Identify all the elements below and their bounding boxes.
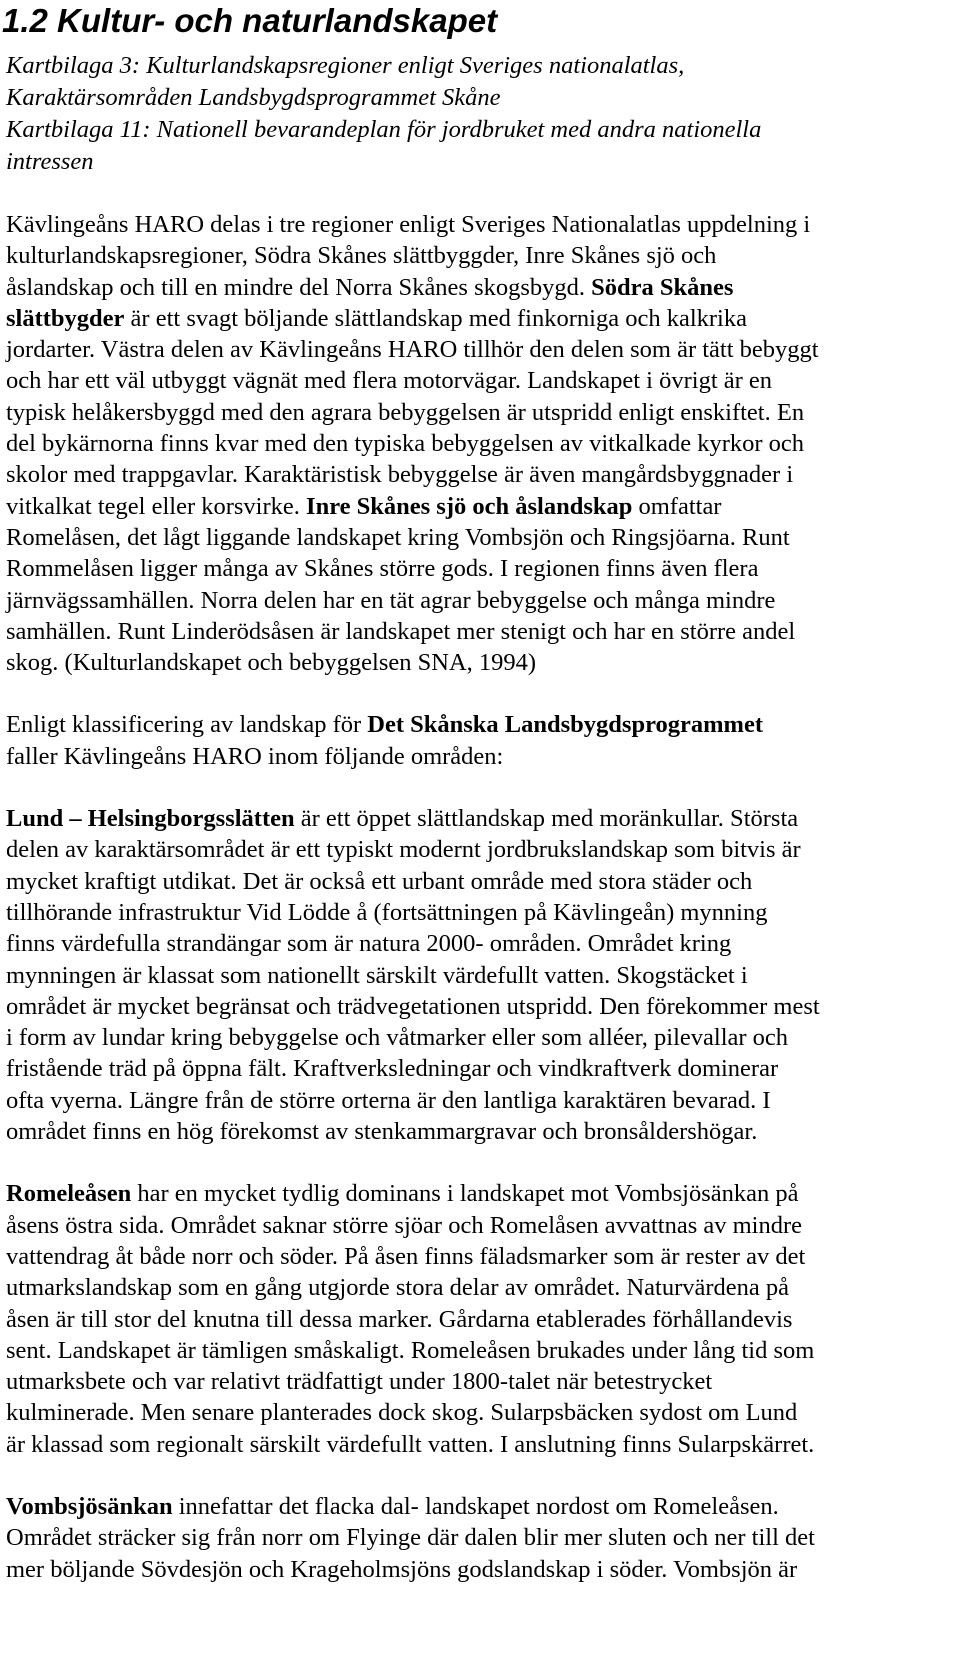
text-line: ofta vyerna. Längre från de större orterna är den lantliga karaktären bevarad. I <box>6 1086 771 1114</box>
text-line: typisk helåkersbyggd med den agrara bebyggelsen är utspridd enligt enskiftet. En <box>6 398 805 426</box>
paragraph-lund-helsingborg <box>0 803 960 1147</box>
text-segment: har en mycket tydlig dominans i landskapet mot Vombsjösänkan på <box>131 1180 799 1208</box>
paragraph-regions <box>0 209 960 678</box>
text-segment: är ett öppet slättlandskap med moränkullar. Största <box>294 805 799 833</box>
text-line <box>6 1491 960 1522</box>
text-segment: är <box>124 304 150 332</box>
text-line: fristående träd på öppna fält. Kraftverksledningar och vindkraftverk dominerar <box>6 1055 779 1083</box>
text-line: samhällen. Runt Linderödsåsen är landskapet mer stenigt och har en större andel <box>6 617 796 645</box>
text-line: del bykärnorna finns kvar med den typiska bebyggelsen av vitkalkade kyrkor och <box>6 430 805 458</box>
text-line: Området sträcker sig från norr om Flyinge där dalen blir mer sluten och ner till det <box>6 1524 815 1552</box>
bold-term: Lund – Helsingborgsslätten <box>6 805 295 833</box>
bold-term: Romeleåsen <box>6 1180 132 1208</box>
reference-line: Kartbilaga 3: Kulturlandskapsregioner enligt Sveriges nationalatlas, <box>6 52 685 79</box>
text-line <box>6 709 960 740</box>
section-heading: 1.2 Kultur- och naturlandskapet <box>2 2 498 39</box>
text-line <box>6 272 960 303</box>
paragraph-romeleasen <box>0 1178 960 1460</box>
text-segment: Enligt klassificering av landskap för <box>6 711 368 739</box>
text-line: i form av lundar kring bebyggelse och våtmarker eller som alléer, pilevallar och <box>6 1024 789 1052</box>
text-line: delen av karaktärsområdet är ett typiskt modernt jordbrukslandskap som bitvis är <box>6 836 801 864</box>
text-line: mycket kraftigt utdikat. Det är också ett urbant område med stora städer och <box>6 867 753 895</box>
text-line: sent. Landskapet är tämligen småskaligt. Romeleåsen brukades under lång tid som <box>6 1336 815 1364</box>
text-line: åsen är till stor del knutna till dessa marker. Gårdarna etablerades förhållandevis <box>6 1305 793 1333</box>
text-line: skolor med trappgavlar. Karaktäristisk bebyggelse är även mangårdsbyggnader i <box>6 461 794 489</box>
text-line: området finns en hög förekomst av stenkammargravar och bronsåldershögar. <box>6 1118 758 1146</box>
text-line <box>6 303 960 334</box>
bold-term: Södra Skånes <box>591 273 734 301</box>
paragraph-vombsjosankan <box>0 1491 960 1585</box>
text-line: mer böljande Sövdesjön och Krageholmsjöns godslandskap i söder. Vombsjön är <box>6 1555 798 1583</box>
paragraph-programme <box>0 709 960 772</box>
text-line: kulturlandskapsregioner, Södra Skånes slättbyggder, Inre Skånes sjö och <box>6 242 717 270</box>
text-line: vattendrag åt både norr och söder. På åsen finns fäladsmarker som är rester av det <box>6 1242 806 1270</box>
text-line: kulminerade. Men senare planterades dock skog. Sularpsbäcken sydost om Lund <box>6 1399 798 1427</box>
text-line: tillhörande infrastruktur Vid Lödde å (fortsättningen på Kävlingeån) mynning <box>6 898 768 926</box>
text-segment: ett svagt böljande slättlandskap med finkorniga och kalkrika <box>155 304 747 332</box>
text-segment: vitkalkat tegel eller korsvirke. <box>6 492 300 520</box>
bold-term: Vombsjösänkan <box>6 1492 173 1520</box>
text-line: Romelåsen, det lågt liggande landskapet kring Vombsjön och Ringsjöarna. Runt <box>6 523 790 551</box>
text-line <box>6 803 960 834</box>
text-segment: innefattar det flacka dal- landskapet nordost om Romeleåsen. <box>172 1492 779 1520</box>
bold-term: Det Skånska Landsbygdsprogrammet <box>367 711 763 739</box>
bold-term: slättbygder <box>6 304 125 332</box>
reference-line: Kartbilaga 11: Nationell bevarandeplan för jordbruket med andra nationella <box>6 116 762 143</box>
text-line: skog. (Kulturlandskapet och bebyggelsen SNA, 1994) <box>6 649 537 677</box>
text-line: och har ett väl utbyggt vägnät med flera motorvägar. Landskapet i övrigt är en <box>6 367 773 395</box>
text-line: utmarkslandskap som en gång utgjorde stora delar av området. Naturvärdena på <box>6 1274 790 1302</box>
text-line: Kävlingeåns HARO delas i tre regioner enligt Sveriges Nationalatlas uppdelning i <box>6 211 811 238</box>
map-references <box>0 50 960 178</box>
reference-line: Karaktärsområden Landsbygdsprogrammet Skåne <box>6 84 501 111</box>
text-line: Rommelåsen ligger många av Skånes större gods. I regionen finns även flera <box>6 555 759 583</box>
text-line: är klassad som regionalt särskilt värdefullt vatten. I anslutning finns Sularpskärret. <box>6 1430 815 1458</box>
reference-line: intressen <box>6 148 94 175</box>
text-line: finns värdefulla strandängar som är natura 2000- områden. Området kring <box>6 930 732 958</box>
text-line: utmarksbete och var relativt trädfattigt under 1800-talet när betestrycket <box>6 1368 713 1396</box>
text-line <box>6 491 960 522</box>
text-segment: åslandskap och till en mindre del Norra Skånes skogsbygd. <box>6 273 586 301</box>
text-line: jordarter. Västra delen av Kävlingeåns HARO tillhör den delen som är tätt bebyggt <box>6 336 819 364</box>
text-segment: omfattar <box>638 492 722 520</box>
text-line: järnvägssamhällen. Norra delen har en tät agrar bebyggelse och många mindre <box>6 586 776 614</box>
text-line: åsens östra sida. Området saknar större sjöar och Romelåsen avvattnas av mindre <box>6 1211 802 1239</box>
text-line: mynningen är klassat som nationellt särskilt värdefullt vatten. Skogstäcket i <box>6 961 748 989</box>
text-line <box>6 1178 960 1209</box>
bold-term: Inre Skånes sjö och åslandskap <box>306 492 633 520</box>
text-line: området är mycket begränsat och trädvegetationen utspridd. Den förekommer mest <box>6 992 820 1020</box>
text-line: faller Kävlingeåns HARO inom följande områden: <box>6 742 504 770</box>
